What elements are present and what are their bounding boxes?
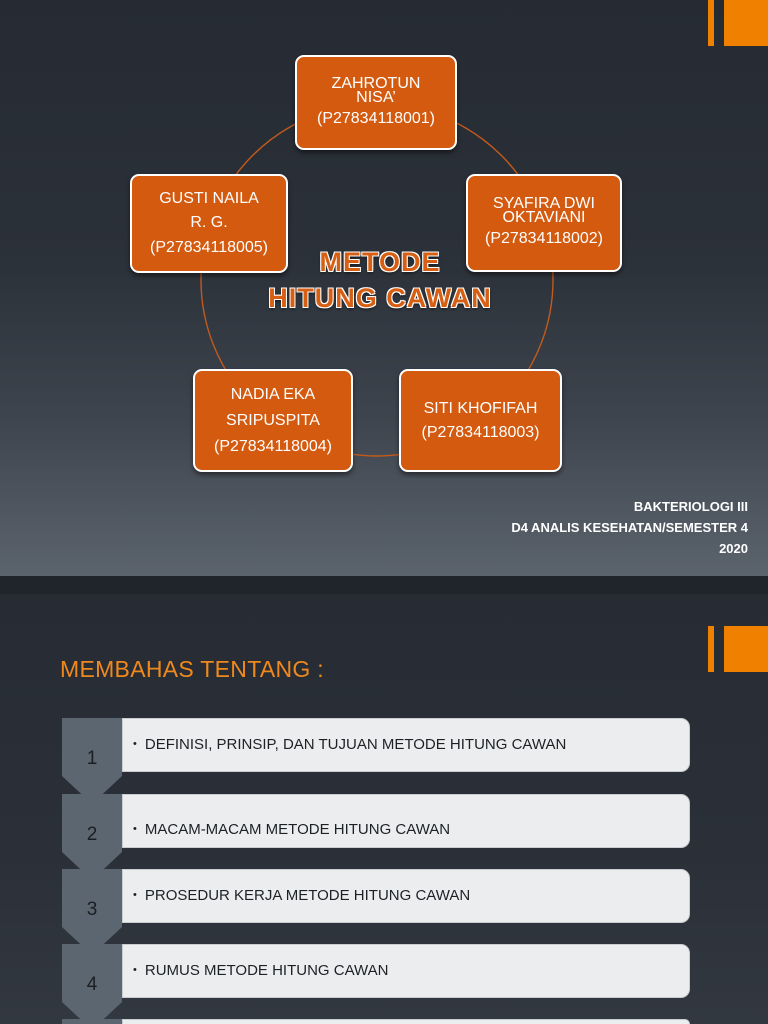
step-number: 3	[86, 899, 98, 920]
agenda-text-box	[122, 718, 690, 772]
slide-separator	[0, 576, 768, 594]
member-node-siti	[399, 369, 562, 472]
program-semester: D4 ANALIS KESEHATAN/SEMESTER 4	[511, 520, 748, 535]
agenda-text: MACAM-MACAM METODE HITUNG CAWAN	[144, 821, 451, 838]
member-id: (P27834118005)	[149, 238, 269, 256]
member-id: (P27834118001)	[316, 109, 436, 127]
member-node-zahrotun	[295, 55, 457, 150]
year: 2020	[719, 541, 748, 556]
course-name: BAKTERIOLOGI III	[633, 499, 748, 514]
agenda-text-box	[122, 1019, 690, 1024]
member-name-line-1: ZAHROTUN	[331, 74, 421, 92]
member-node-nadia	[193, 369, 353, 472]
agenda-item-2	[0, 794, 768, 872]
bullet: •	[133, 738, 137, 750]
agenda-slide	[0, 594, 768, 1024]
step-chevron	[62, 1019, 122, 1024]
member-name-line-2: OKTAVIANI	[502, 209, 586, 226]
agenda-text: DEFINISI, PRINSIP, DAN TUJUAN METODE HITUNG CAWAN	[144, 736, 567, 753]
member-name-line-1: NADIA EKA	[230, 385, 316, 403]
title-line-1: METODE	[319, 247, 441, 277]
member-name-line-1: SYAFIRA DWI	[493, 195, 595, 212]
member-name-line-2: NISA’	[356, 88, 396, 106]
agenda-item-1	[0, 718, 768, 796]
member-id: (P27834118003)	[421, 423, 540, 441]
member-id: (P27834118002)	[484, 230, 604, 247]
agenda-title: MEMBAHAS TENTANG :	[60, 656, 324, 682]
agenda-item-3	[0, 869, 768, 947]
bullet: •	[133, 964, 137, 976]
agenda-item-5-partial	[0, 1019, 768, 1024]
agenda-text: RUMUS METODE HITUNG CAWAN	[144, 962, 389, 979]
step-number: 1	[86, 748, 98, 769]
accent-block	[724, 626, 768, 672]
agenda-text-box	[122, 794, 690, 848]
step-number: 4	[86, 974, 98, 995]
accent-bar	[708, 626, 714, 672]
member-id: (P27834118004)	[213, 437, 333, 455]
member-name-line-2: R. G.	[190, 213, 228, 231]
member-name-line-2: SRIPUSPITA	[226, 411, 320, 429]
bullet: •	[133, 889, 137, 901]
presentation-title	[220, 244, 540, 316]
agenda-item-4	[0, 944, 768, 1022]
step-number: 2	[86, 824, 98, 845]
member-name-line-1: GUSTI NAILA	[159, 189, 259, 207]
course-info	[511, 496, 748, 559]
agenda-text-box	[122, 944, 690, 998]
title-line-2: HITUNG CAWAN	[268, 283, 492, 313]
member-name: SITI KHOFIFAH	[423, 399, 538, 417]
agenda-text: PROSEDUR KERJA METODE HITUNG CAWAN	[144, 887, 471, 904]
agenda-text-box	[122, 869, 690, 923]
bullet: •	[133, 823, 137, 835]
